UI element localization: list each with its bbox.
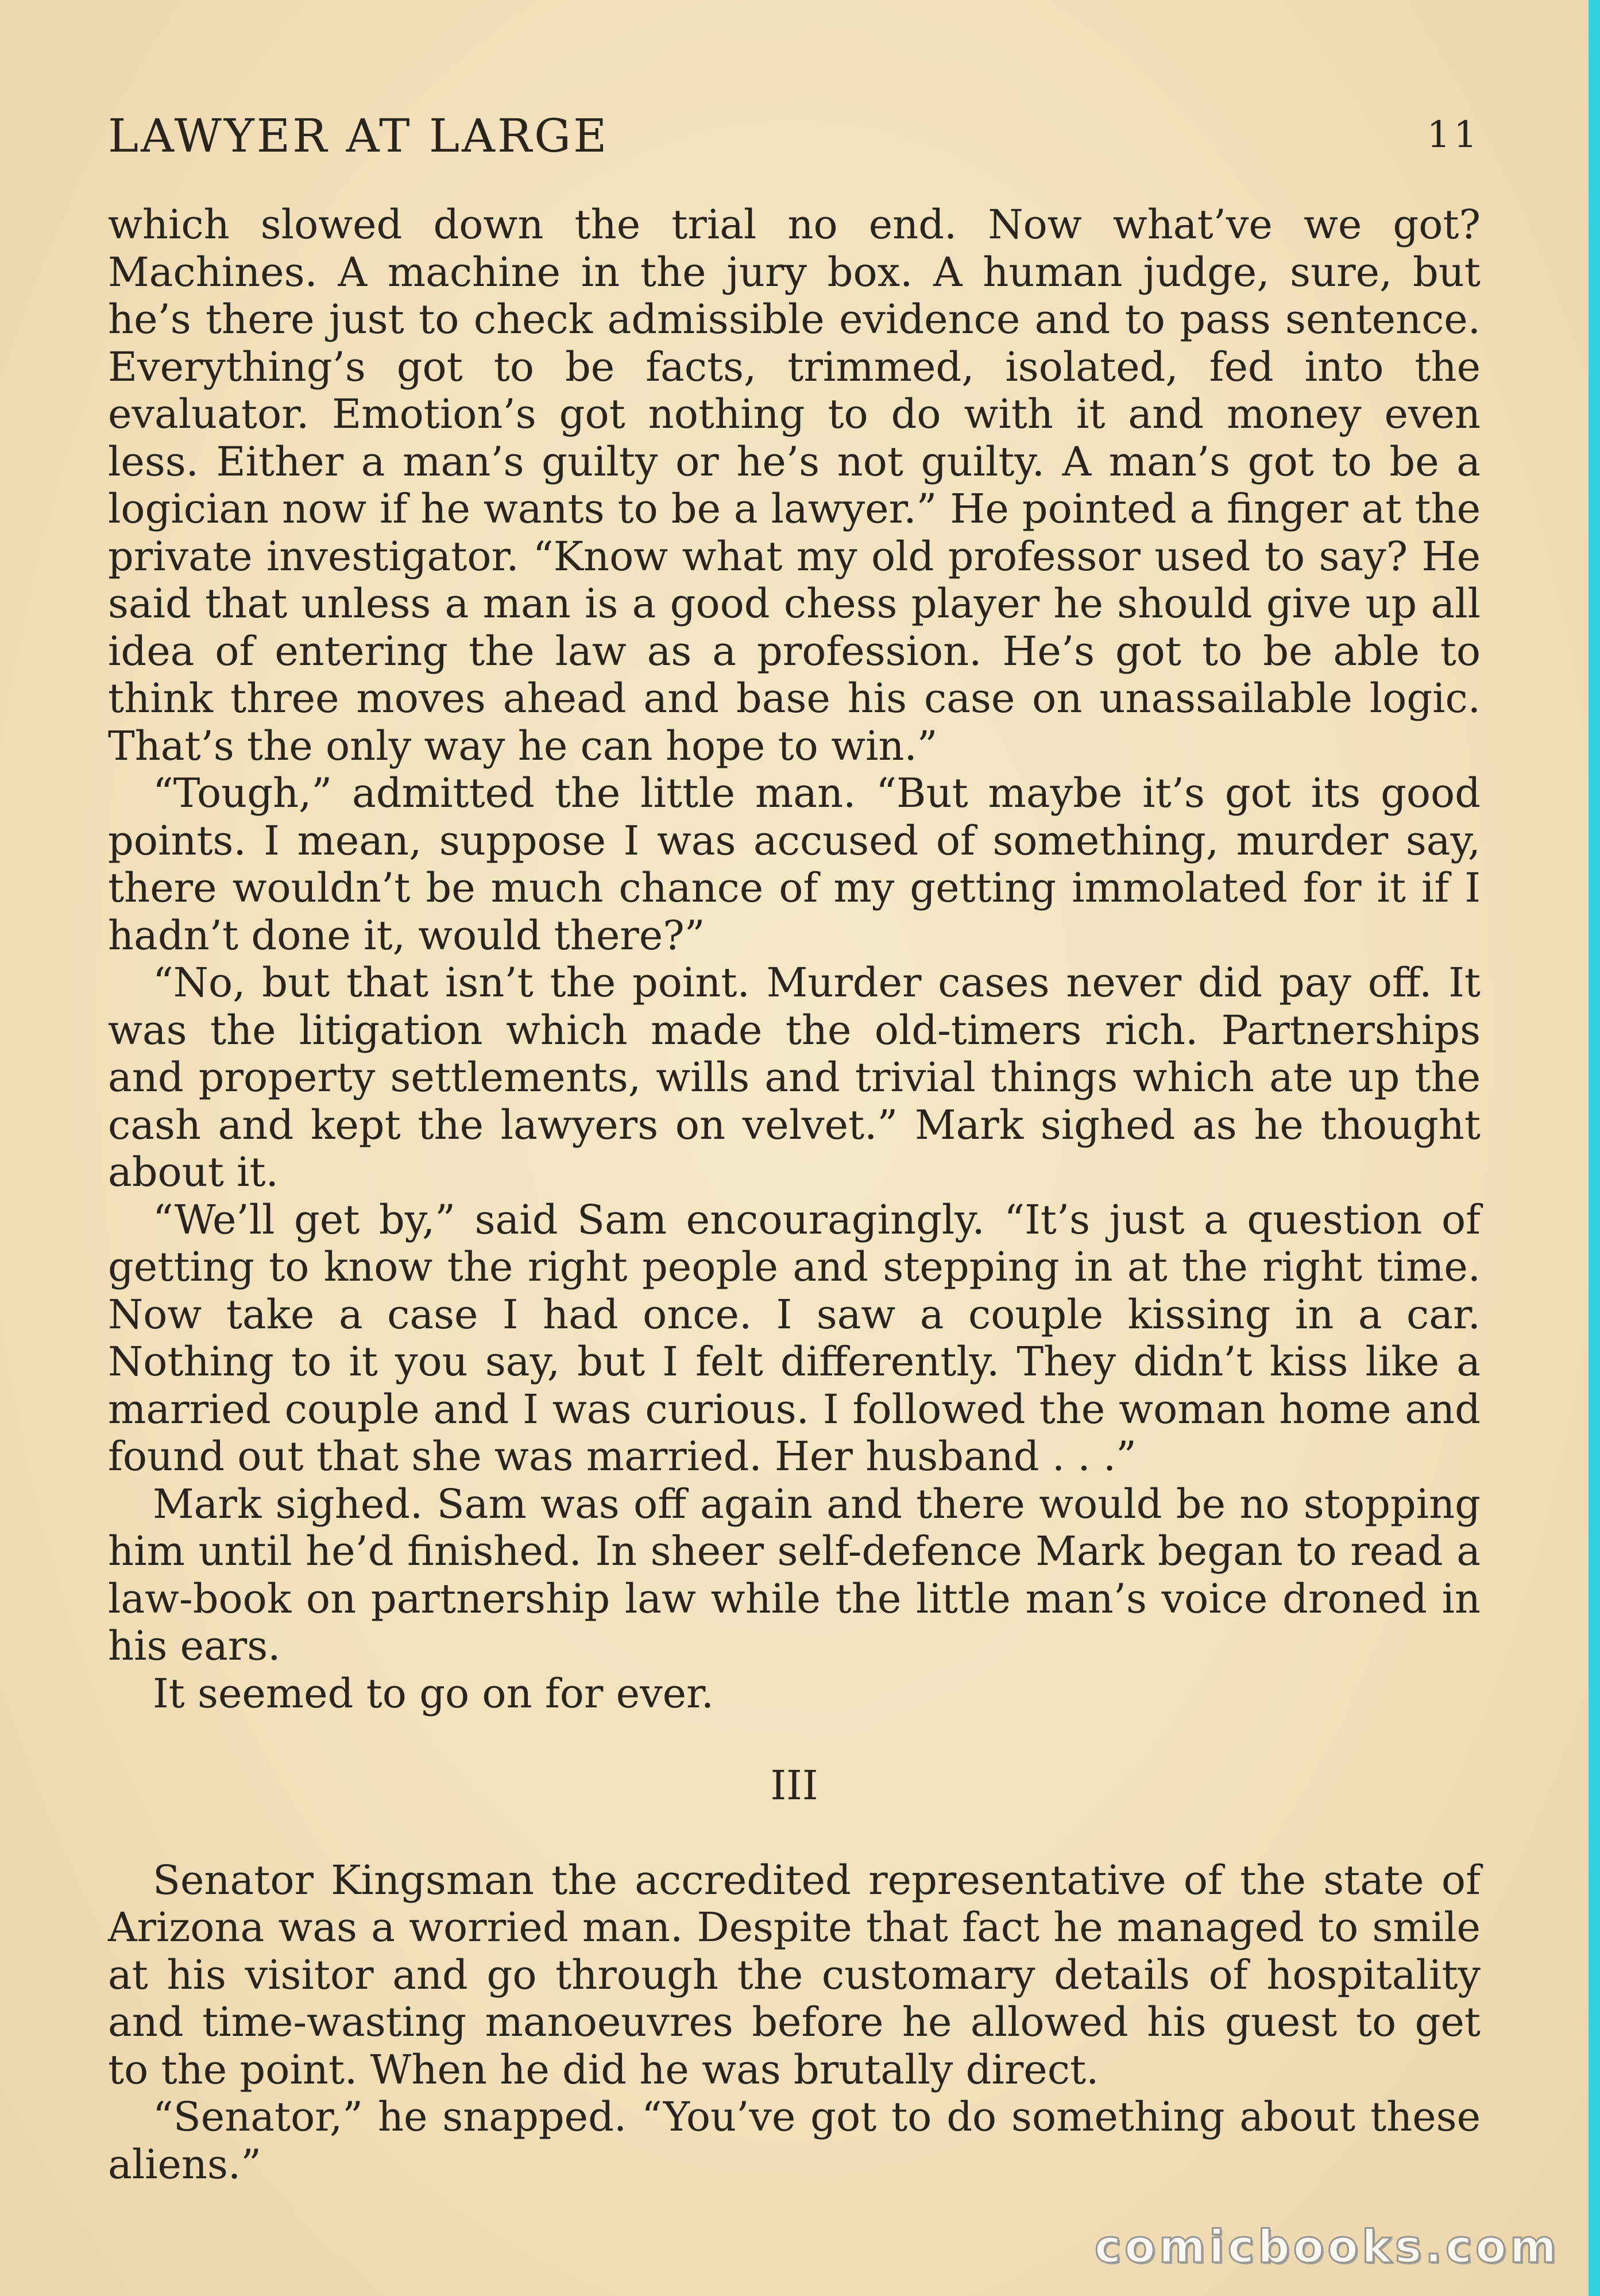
watermark-logo: comicbooks.com [1094,2221,1560,2273]
page-header [108,109,1481,161]
paragraph: “Tough,” admitted the little man. “But maybe it’s got its good points. I mean, suppose I was accused of something, murder say, there wouldn’t be much chance of my getting immolated for it if I hadn’t done it, would there?” [108,770,1481,959]
scan-edge [1589,0,1600,2296]
paragraph: which slowed down the trial no end. Now what’ve we got? Machines. A machine in the jury box. A human judge, sure, but he’s there just to check admissible evidence and to pass sentence. Everything’s got to be facts, trimmed, isolated, fed into the evaluator. Emotion’s got nothing to do with it and money even less. Either a man’s guilty or he’s not guilty. A man’s got to be a logician now if he wants to be a lawyer.” He pointed a finger at the private investigator. “Know what my old professor used to say? He said that unless a man is a good chess player he should give up all idea of entering the law as a profession. He’s got to be able to think three moves ahead and base his case on unassailable logic. That’s the only way he can hope to win.” [108,201,1481,770]
paragraph: Senator Kingsman the accredited representative of the state of Arizona was a worried man. Despite that fact he managed to smile at his visitor and go through the customary details of hospitality and time-wasting manoeuvres before he allowed his guest to get to the point. When he did he was brutally direct. [108,1856,1481,2093]
paragraph: Mark sighed. Sam was off again and there would be no stopping him until he’d finished. In sheer self-defence Mark began to read a law-book on partnership law while the little man’s voice droned in his ears. [108,1480,1481,1669]
running-head: LAWYER AT LARGE [108,109,609,163]
paragraph: “Senator,” he snapped. “You’ve got to do something about these aliens.” [108,2093,1481,2188]
paragraph: “We’ll get by,” said Sam encouragingly. “It’s just a question of getting to know the right people and stepping in at the right time. Now take a case I had once. I saw a couple kissing in a car. Nothing to it you say, but I felt differently. They didn’t kiss like a married couple and I was curious. I followed the woman home and found out that she was married. Her husband . . .” [108,1196,1481,1480]
page-number: 11 [1427,114,1481,156]
body-text [108,201,1481,2188]
section-heading: III [770,1762,818,1809]
paragraph: It seemed to go on for ever. [153,1669,714,1717]
paragraph: “No, but that isn’t the point. Murder cases never did pay off. It was the litigation which made the old-timers rich. Partnerships and property settlements, wills and trivial things which ate up the cash and kept the lawyers on velvet.” Mark sighed as he thought about it. [108,959,1481,1196]
